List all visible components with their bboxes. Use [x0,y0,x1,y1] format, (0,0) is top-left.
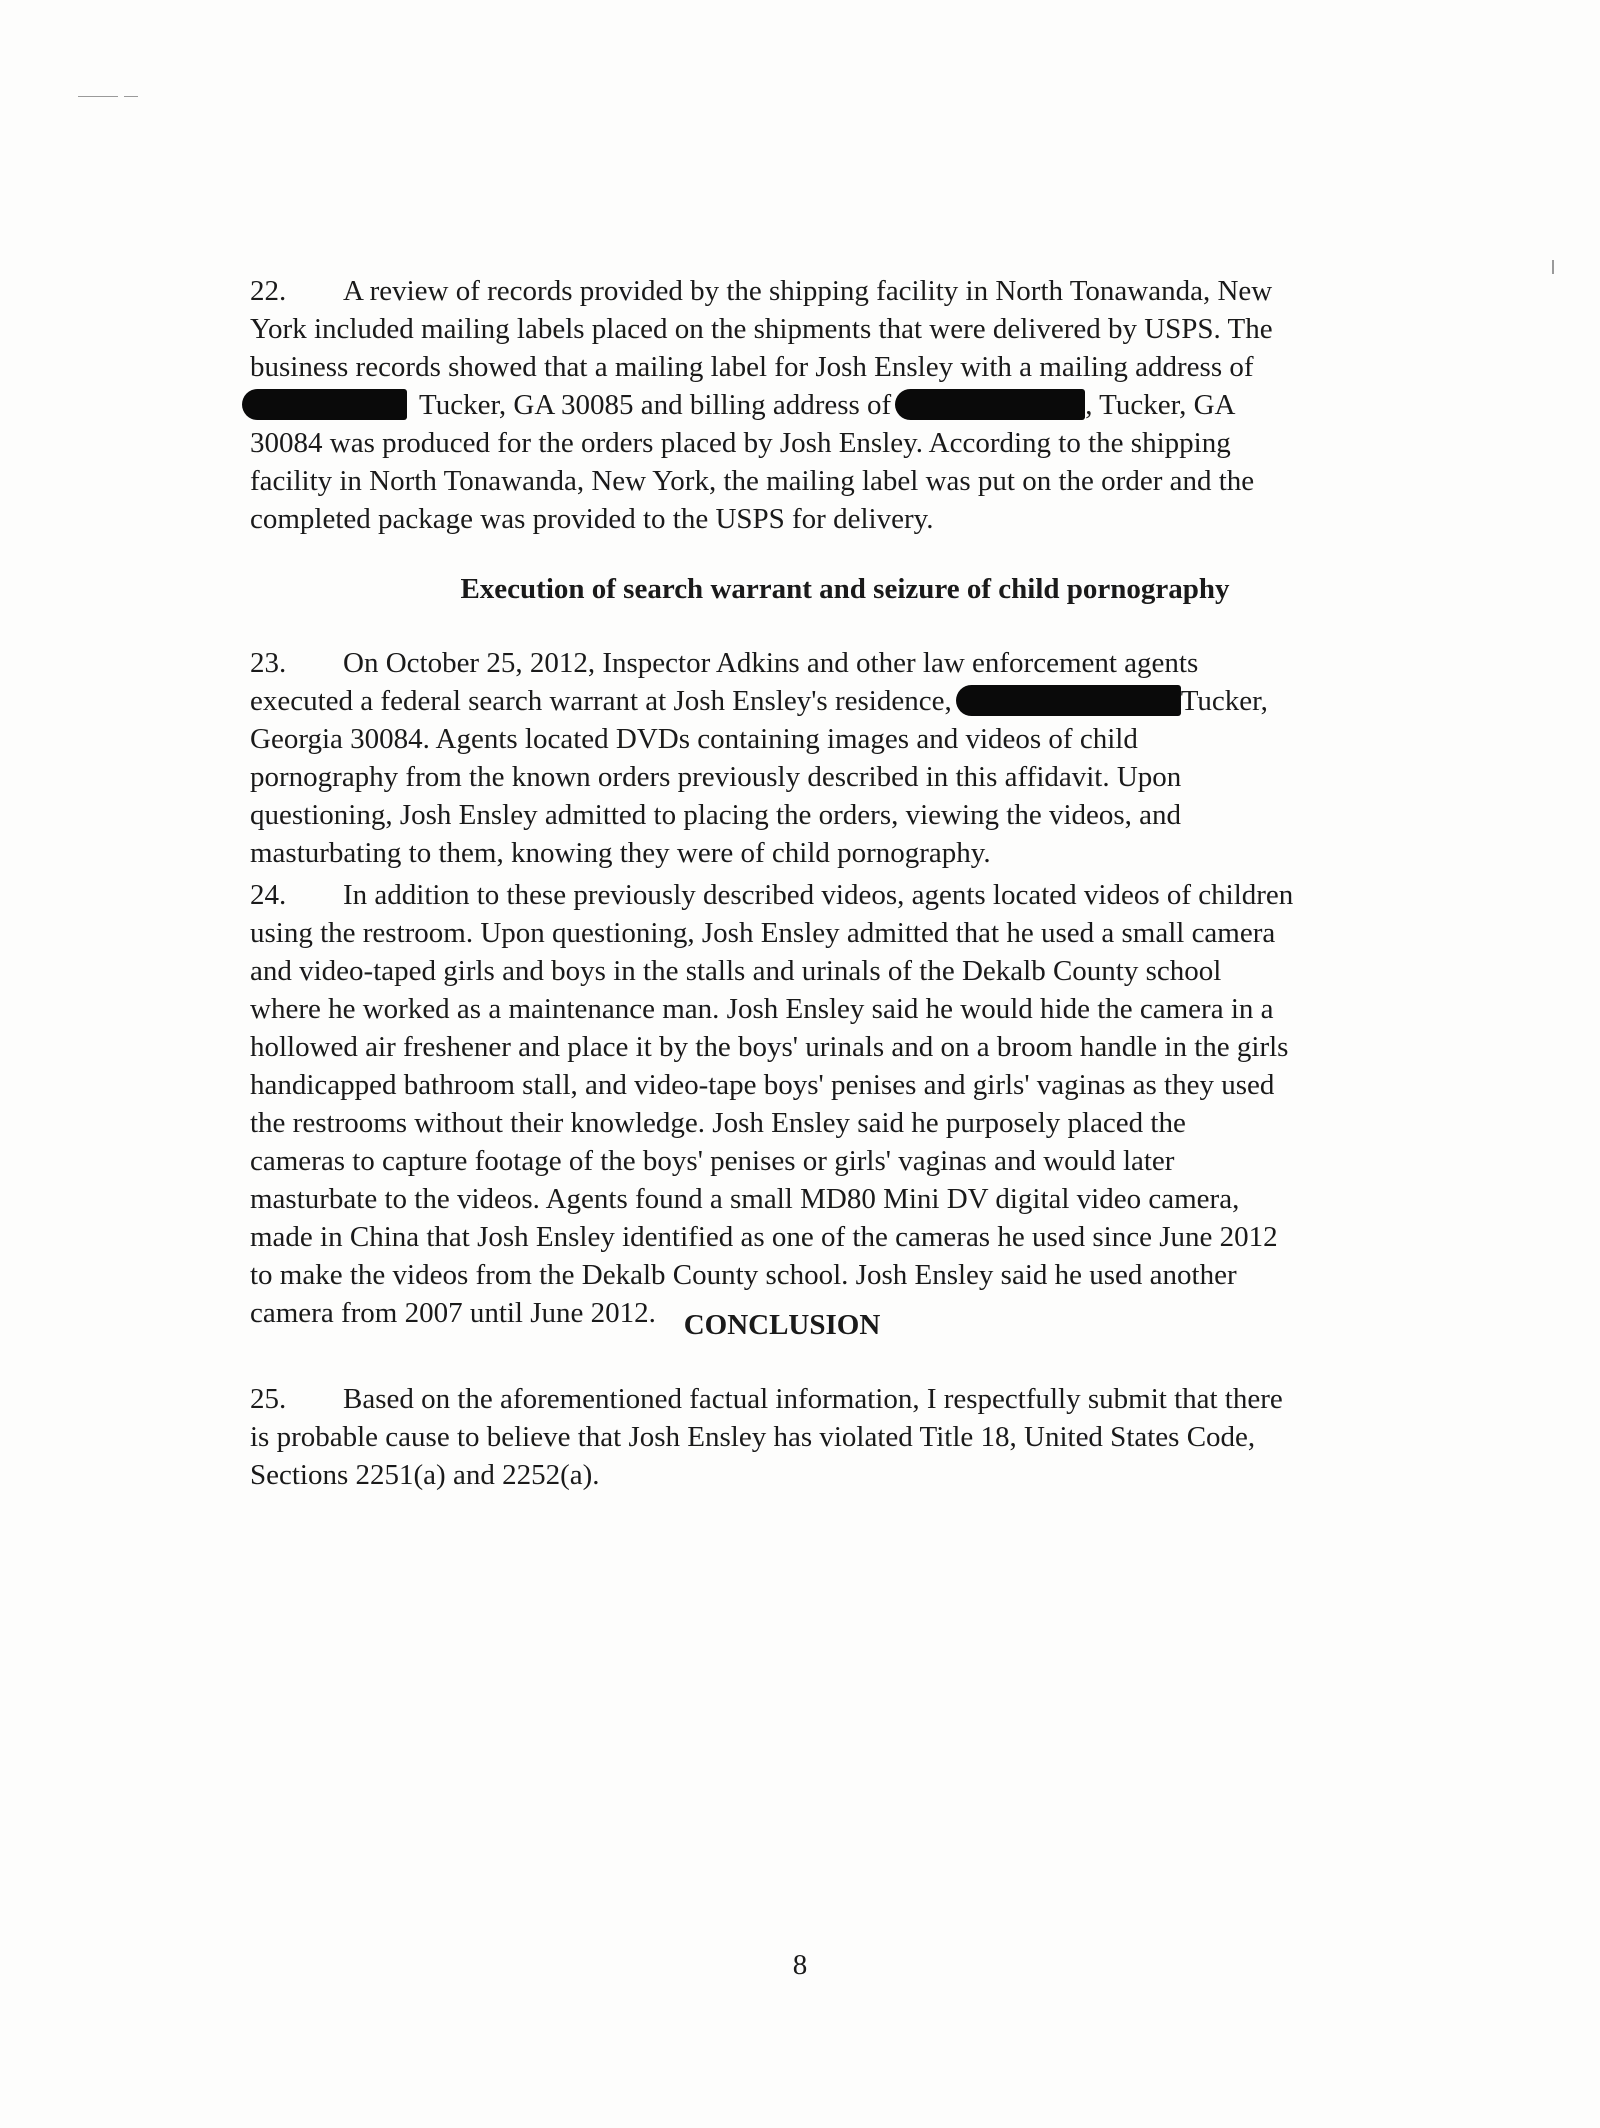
paragraph-23 [250,644,1290,872]
redaction-bar [242,389,407,420]
paragraph-number: 22. [250,275,287,307]
paragraph-line: hollowed air freshener and place it by the boys' urinals and on a broom handle in the girls [250,1031,1289,1063]
paragraph-line: using the restroom. Upon questioning, Josh Ensley admitted that he used a small camera [250,917,1276,949]
paragraph-line: and video-taped girls and boys in the stalls and urinals of the Dekalb County school [250,955,1222,987]
paragraph-line: questioning, Josh Ensley admitted to placing the orders, viewing the videos, and [250,799,1182,831]
paragraph-22 [250,272,1290,538]
paragraph-text: Tucker, GA 30085 and billing address of [419,389,892,421]
paragraph-text: executed a federal search warrant at Josh Ensley's residence, [250,685,952,717]
paragraph-line: camera from 2007 until June 2012. [250,1297,656,1329]
paragraph-line: business records showed that a mailing label for Josh Ensley with a mailing address of [250,351,1254,383]
paragraph-line: cameras to capture footage of the boys' penises or girls' vaginas and would later [250,1145,1175,1177]
paragraph-text: On October 25, 2012, Inspector Adkins and other law enforcement agents [343,647,1199,679]
paragraph-line: is probable cause to believe that Josh Ensley has violated Title 18, United States Code, [250,1421,1256,1453]
paragraph-text: In addition to these previously described videos, agents located videos of children [343,879,1294,911]
paragraph-line [250,1380,1300,1418]
paragraph-line: 30084 was produced for the orders placed by Josh Ensley. According to the shipping [250,427,1231,459]
paragraph-line: where he worked as a maintenance man. Josh Ensley said he would hide the camera in a [250,993,1274,1025]
scan-artifact [124,96,138,97]
paragraph-number: 25. [250,1383,287,1415]
section-heading: CONCLUSION [683,1309,881,1341]
paragraph-line: masturbating to them, knowing they were of child pornography. [250,837,991,869]
paragraph-text: Tucker, [1180,685,1268,717]
paragraph-line: handicapped bathroom stall, and video-tape boys' penises and girls' vaginas as they used [250,1069,1275,1101]
paragraph-25 [250,1380,1300,1494]
page-number: 8 [792,1949,808,1981]
paragraph-24 [250,876,1300,1332]
paragraph-line [250,876,1300,914]
paragraph-line: Georgia 30084. Agents located DVDs containing images and videos of child [250,723,1138,755]
paragraph-line [242,386,1290,424]
scan-artifact [78,96,118,97]
paragraph-number: 24. [250,879,287,911]
paragraph-line: Sections 2251(a) and 2252(a). [250,1459,600,1491]
redaction-bar [895,389,1085,420]
paragraph-number: 23. [250,647,287,679]
paragraph-line: masturbate to the videos. Agents found a small MD80 Mini DV digital video camera, [250,1183,1240,1215]
redaction-bar [956,685,1181,716]
paragraph-line: York included mailing labels placed on the shipments that were delivered by USPS. The [250,313,1273,345]
paragraph-line: the restrooms without their knowledge. Josh Ensley said he purposely placed the [250,1107,1186,1139]
paragraph-text: A review of records provided by the shipping facility in North Tonawanda, New [343,275,1273,307]
paragraph-line [250,682,1290,720]
paragraph-line: made in China that Josh Ensley identified as one of the cameras he used since June 2012 [250,1221,1278,1253]
paragraph-text: , Tucker, GA [1085,389,1236,421]
paragraph-text: Based on the aforementioned factual information, I respectfully submit that there [343,1383,1283,1415]
section-heading: Execution of search warrant and seizure of child pornography [460,573,1230,605]
paragraph-line [250,644,1290,682]
paragraph-line: facility in North Tonawanda, New York, the mailing label was put on the order and the [250,465,1255,497]
paragraph-line: completed package was provided to the USPS for delivery. [250,503,934,535]
scan-artifact [1552,260,1554,274]
paragraph-line: pornography from the known orders previously described in this affidavit. Upon [250,761,1182,793]
paragraph-line: to make the videos from the Dekalb County school. Josh Ensley said he used another [250,1259,1237,1291]
paragraph-line [250,272,1290,310]
